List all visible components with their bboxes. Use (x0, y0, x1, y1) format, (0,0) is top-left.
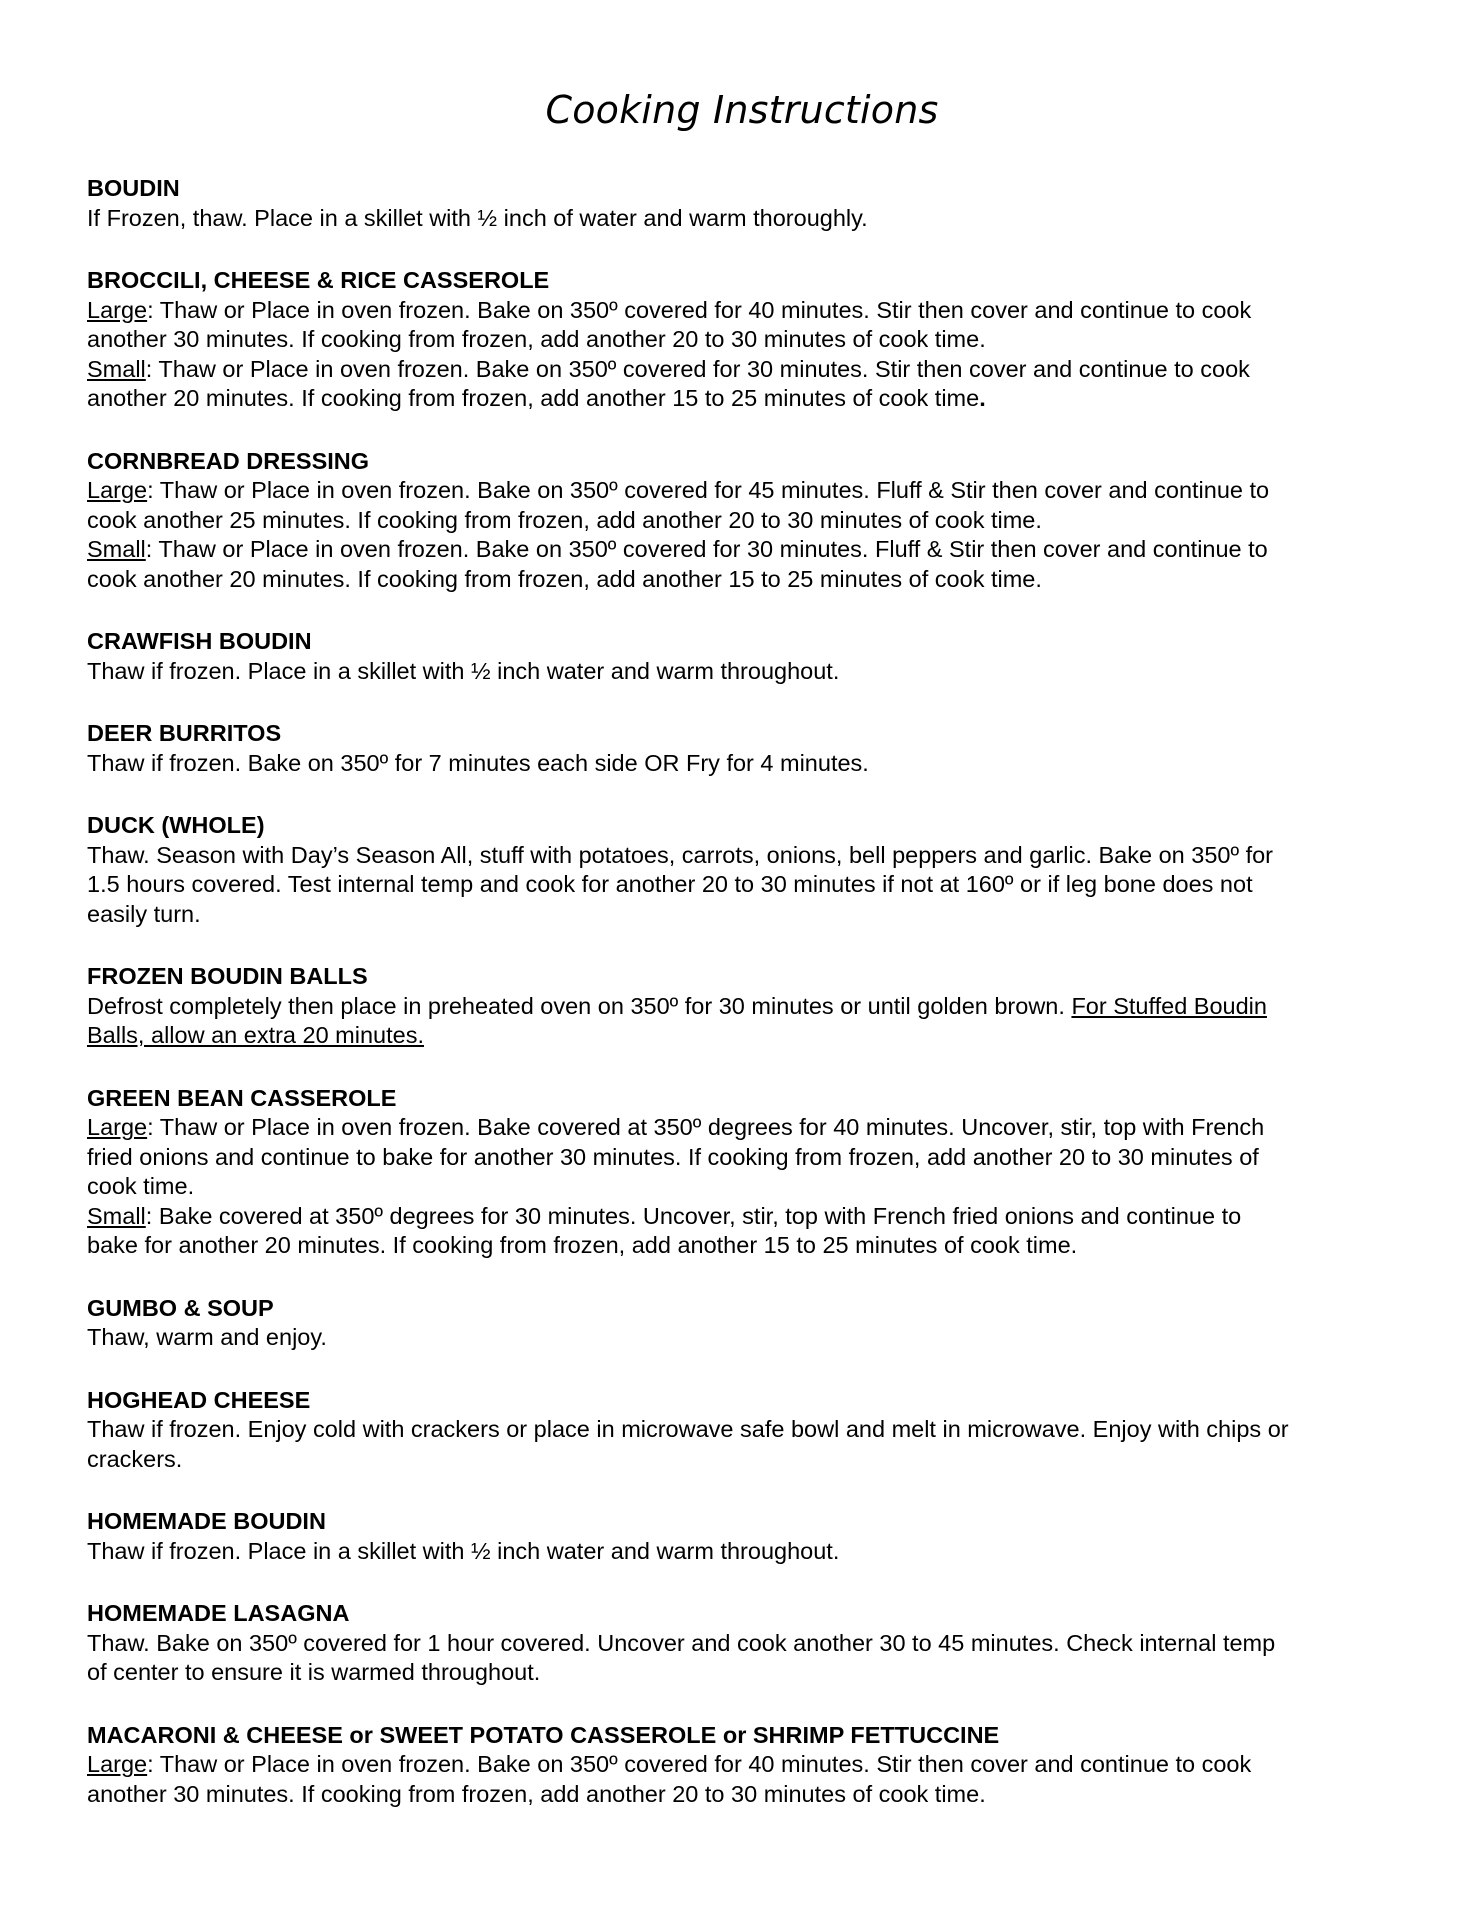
instruction-fragment: . (979, 385, 986, 411)
size-label-large: Large (87, 477, 148, 503)
instruction-text (87, 535, 1407, 565)
instruction-fragment: another 20 minutes. If cooking from frozen, add another 15 to 25 minutes of cook time (87, 385, 980, 411)
instruction-text (87, 1021, 1407, 1051)
section-gumbo-soup (87, 1294, 1407, 1353)
section-heading: DEER BURRITOS (87, 720, 282, 746)
page-title: Cooking Instructions (545, 88, 939, 132)
instruction-fragment: : Thaw or Place in oven frozen. Bake on 350º covered for 40 minutes. Stir then cover and continue to cook (147, 1751, 1252, 1777)
instruction-text (87, 384, 1407, 414)
section-homemade-boudin (87, 1507, 1407, 1566)
instruction-text: cook time. (87, 1173, 195, 1199)
instruction-text: crackers. (87, 1445, 183, 1472)
section-heading: HOMEMADE BOUDIN (87, 1508, 326, 1534)
section-heading: FROZEN BOUDIN BALLS (87, 963, 368, 989)
instruction-text (87, 992, 1407, 1022)
instruction-text: bake for another 20 minutes. If cooking from frozen, add another 15 to 25 minutes of cook time. (87, 1232, 1078, 1258)
section-boudin (87, 174, 1407, 233)
instruction-fragment: : Thaw or Place in oven frozen. Bake on 350º covered for 45 minutes. Fluff & Stir then cover and continue to (147, 477, 1270, 503)
instruction-fragment: : Thaw or Place in oven frozen. Bake on 350º covered for 30 minutes. Fluff & Stir then cover and continue to (145, 536, 1268, 562)
section-frozen-boudin-balls (87, 962, 1407, 1051)
section-crawfish-boudin (87, 627, 1407, 686)
section-heading: CORNBREAD DRESSING (87, 447, 370, 474)
instruction-text: cook another 25 minutes. If cooking from frozen, add another 20 to 30 minutes of cook time. (87, 506, 1042, 533)
instruction-text (87, 476, 1407, 506)
size-label-small: Small (87, 1202, 146, 1229)
section-heading: BROCCILI, CHEESE & RICE CASSEROLE (87, 267, 550, 293)
section-broccoli-casserole (87, 266, 1407, 414)
instruction-text (87, 1750, 1407, 1780)
instruction-text: If Frozen, thaw. Place in a skillet with ½ inch of water and warm thoroughly. (87, 204, 868, 231)
instruction-text: 1.5 hours covered. Test internal temp and cook for another 20 to 30 minutes if not at 160º or if leg bone does not (87, 871, 1253, 897)
size-label-small: Small (87, 536, 146, 562)
section-heading: BOUDIN (87, 175, 180, 201)
section-heading: HOGHEAD CHEESE (87, 1386, 311, 1413)
instruction-text: Thaw if frozen. Place in a skillet with ½ inch water and warm throughout. (87, 1537, 840, 1564)
section-heading: GREEN BEAN CASSEROLE (87, 1084, 397, 1111)
instruction-text: cook another 20 minutes. If cooking from frozen, add another 15 to 25 minutes of cook time. (87, 565, 1042, 592)
instruction-text: Thaw if frozen. Bake on 350º for 7 minutes each side OR Fry for 4 minutes. (87, 749, 869, 776)
instruction-text: easily turn. (87, 900, 201, 927)
instruction-text (87, 1113, 1407, 1143)
section-green-bean-casserole (87, 1084, 1407, 1261)
section-macaroni-sweet-potato-fettuccine (87, 1721, 1407, 1810)
instruction-text (87, 355, 1407, 385)
size-label-large: Large (87, 1751, 148, 1777)
instruction-fragment: Defrost completely then place in preheated oven on 350º for 30 minutes or until golden brown. (87, 992, 1072, 1019)
section-heading: GUMBO & SOUP (87, 1294, 274, 1321)
section-heading: HOMEMADE LASAGNA (87, 1600, 350, 1626)
instruction-text (87, 296, 1407, 326)
section-heading: MACARONI & CHEESE or SWEET POTATO CASSEROLE or SHRIMP FETTUCCINE (87, 1721, 1000, 1748)
instruction-fragment: : Bake covered at 350º degrees for 30 minutes. Uncover, stir, top with French fried onions and continue to (145, 1202, 1242, 1229)
instruction-text: Thaw. Bake on 350º covered for 1 hour covered. Uncover and cook another 30 to 45 minutes. Check internal temp (87, 1629, 1276, 1656)
size-label-large: Large (87, 296, 148, 323)
section-hoghead-cheese (87, 1386, 1407, 1475)
stuffed-note: For Stuffed Boudin (1071, 992, 1267, 1019)
section-cornbread-dressing (87, 447, 1407, 595)
instruction-text: another 30 minutes. If cooking from frozen, add another 20 to 30 minutes of cook time. (87, 326, 986, 352)
size-label-large: Large (87, 1114, 148, 1140)
section-duck-whole (87, 811, 1407, 929)
section-deer-burritos (87, 719, 1407, 778)
section-heading: CRAWFISH BOUDIN (87, 628, 312, 654)
section-homemade-lasagna (87, 1599, 1407, 1688)
instruction-text (87, 1202, 1407, 1232)
instruction-fragment: : Thaw or Place in oven frozen. Bake covered at 350º degrees for 40 minutes. Uncover, stir, top with French (147, 1114, 1265, 1140)
stuffed-note: Balls, allow an extra 20 minutes. (87, 1022, 424, 1048)
instruction-text: of center to ensure it is warmed throughout. (87, 1659, 541, 1685)
instruction-text: another 30 minutes. If cooking from frozen, add another 20 to 30 minutes of cook time. (87, 1780, 986, 1807)
instruction-text: Thaw if frozen. Enjoy cold with crackers or place in microwave safe bowl and melt in microwave. Enjoy with chips or (87, 1416, 1289, 1442)
size-label-small: Small (87, 355, 146, 382)
instruction-text: Thaw. Season with Day’s Season All, stuff with potatoes, carrots, onions, bell peppers and garlic. Bake on 350º for (87, 841, 1274, 868)
instruction-text: Thaw, warm and enjoy. (87, 1324, 327, 1350)
section-heading: DUCK (WHOLE) (87, 812, 265, 838)
instruction-fragment: : Thaw or Place in oven frozen. Bake on 350º covered for 40 minutes. Stir then cover and continue to cook (147, 296, 1252, 323)
instructions-list (87, 174, 1407, 1842)
instruction-text: fried onions and continue to bake for another 30 minutes. If cooking from frozen, add another 20 to 30 minutes of (87, 1143, 1259, 1170)
instruction-fragment: : Thaw or Place in oven frozen. Bake on 350º covered for 30 minutes. Stir then cover and continue to cook (145, 355, 1250, 382)
instruction-text: Thaw if frozen. Place in a skillet with ½ inch water and warm throughout. (87, 657, 840, 684)
